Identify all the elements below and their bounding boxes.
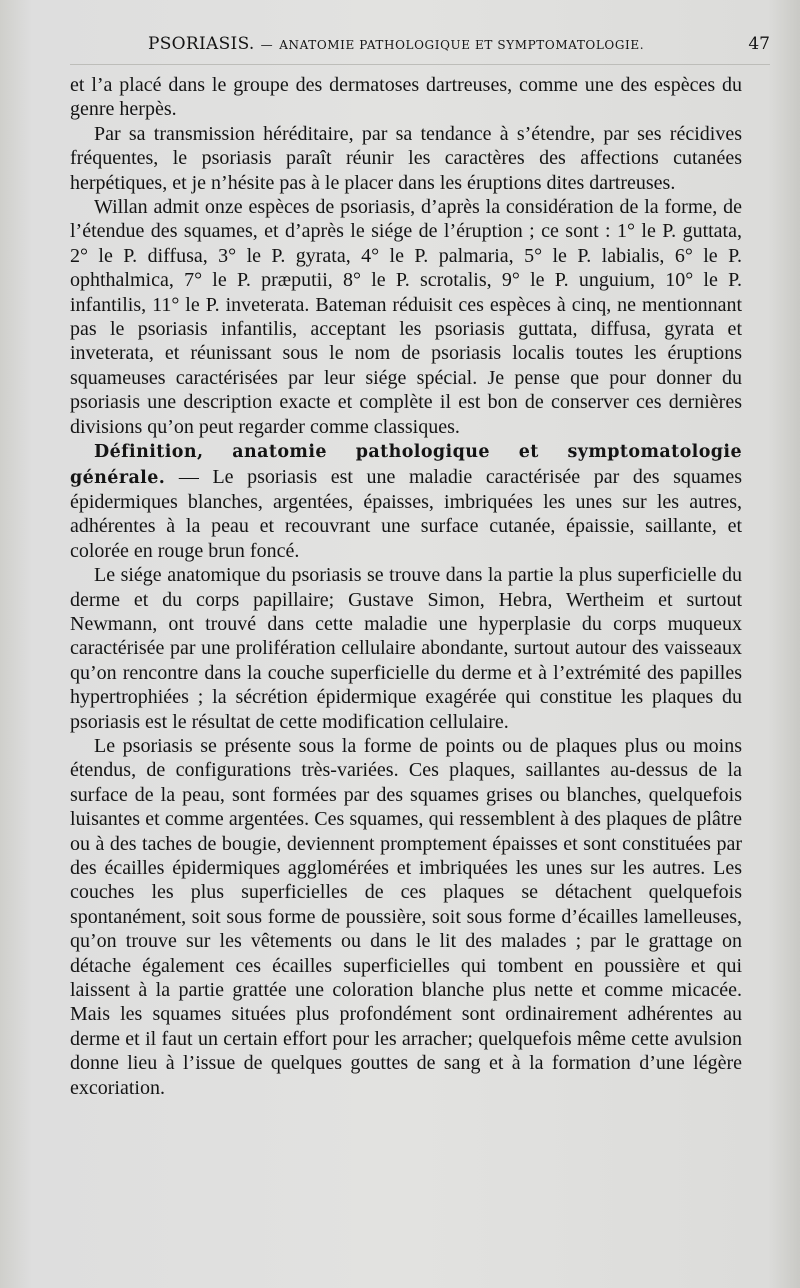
paragraph: Par sa transmission héréditaire, par sa tendance à s’étendre, par ses récidives fréquentes, le psoriasis paraît réunir les caractères des affections cutanées herpétiques, et je n’hésite pas à le placer dans les éruptions dites dartreuses. — [70, 122, 742, 194]
paragraph: Le siége anatomique du psoriasis se trouve dans la partie la plus superficielle du derme et du corps papillaire; Gustave Simon, Hebra, Wertheim et surtout Newmann, ont trouvé dans cette maladie une hyperplasie du corps muqueux caractérisée par une prolifération cellulaire abondante, surtout autour des vaisseaux qu’on rencontre dans la couche superficielle du derme et à l’extrémité des papilles hypertrophiées ; la sécrétion épidermique exagérée qui constitue les plaques du psoriasis est le résultat de cette modification cellulaire. — [70, 564, 742, 733]
paragraph: et l’a placé dans le groupe des dermatoses dartreuses, comme une des espèces du genre herpès. — [70, 74, 742, 121]
paragraph: Le psoriasis se présente sous la forme de points ou de plaques plus ou moins étendus, de configurations très-variées. Ces plaques, saillantes au-dessus de la surface de la peau, sont formées par des squames grises ou blanches, quelquefois luisantes et comme argentées. Ces squames, qui ressemblent à des plaques de plâtre ou à des taches de bougie, deviennent promptement épaisses et sont constituées par des écailles épidermiques agglomérées et imbriquées les unes sur les autres. Les couches les plus superficielles de ces plaques se détachent quelquefois spontanément, soit sous forme de poussière, soit sous forme d’écailles lamelleuses, qu’on trouve sur les vêtements ou dans le lit des malades ; par le grattage on détache également ces écailles superficielles qui tombent en poussière et qui laissent à la partie grattée une coloration blanche plus nette et comme micacée. Mais les squames situées plus profondément sont ordinairement adhérentes au derme et il faut un certain effort pour les arracher; quelquefois même cette avulsion donne lieu à l’issue de quelques gouttes de sang et à la formation d’une légère excoriation. — [70, 734, 742, 1099]
running-title: PSORIASIS. — [148, 34, 255, 54]
paragraph: Willan admit onze espèces de psoriasis, d’après la considération de la forme, de l’étendue des squames, et d’après le siége de l’éruption ; ce sont : 1° le P. guttata, 2° le P. diffusa, 3° le P. gyrata, 4° le P. palmaria, 5° le P. labialis, 6° le P. ophthalmica, 7° le P. præputii, 8° le P. scrotalis, 9° le P. unguium, 10° le P. infantilis, 11° le P. inveterata. Bateman réduisit ces espèces à cinq, ne mentionnant pas le psoriasis infantilis, acceptant les psoriasis guttata, diffusa, gyrata et inveterata, et réunissant sous le nom de psoriasis localis toutes les éruptions squameuses caractérisées par leur siége spécial. Je pense que pour donner du psoriasis une description exacte et complète il est bon de conserver ces dernières divisions qu’on peut regarder comme classiques. — [70, 196, 742, 438]
section-lead: Le psoriasis est une maladie caractérisée par des squames épidermiques blanches, argentées, épaisses, imbriquées les unes sur les autres, adhérentes à la peau et recouvrant une surface cutanée, épaissie, saillante, et colorée en rouge brun foncé. — [70, 465, 743, 562]
page-number: 47 — [748, 34, 770, 54]
section-paragraph — [70, 439, 742, 563]
body-text — [70, 73, 742, 1100]
section-heading: Définition, anatomie pathologique et symptomatologie générale. — [70, 442, 742, 488]
running-subtitle: ANATOMIE PATHOLOGIQUE ET SYMPTOMATOLOGIE. — [279, 38, 645, 52]
header-separator: — — [260, 38, 274, 52]
running-header — [70, 34, 770, 65]
section-dash: — — [165, 465, 213, 488]
